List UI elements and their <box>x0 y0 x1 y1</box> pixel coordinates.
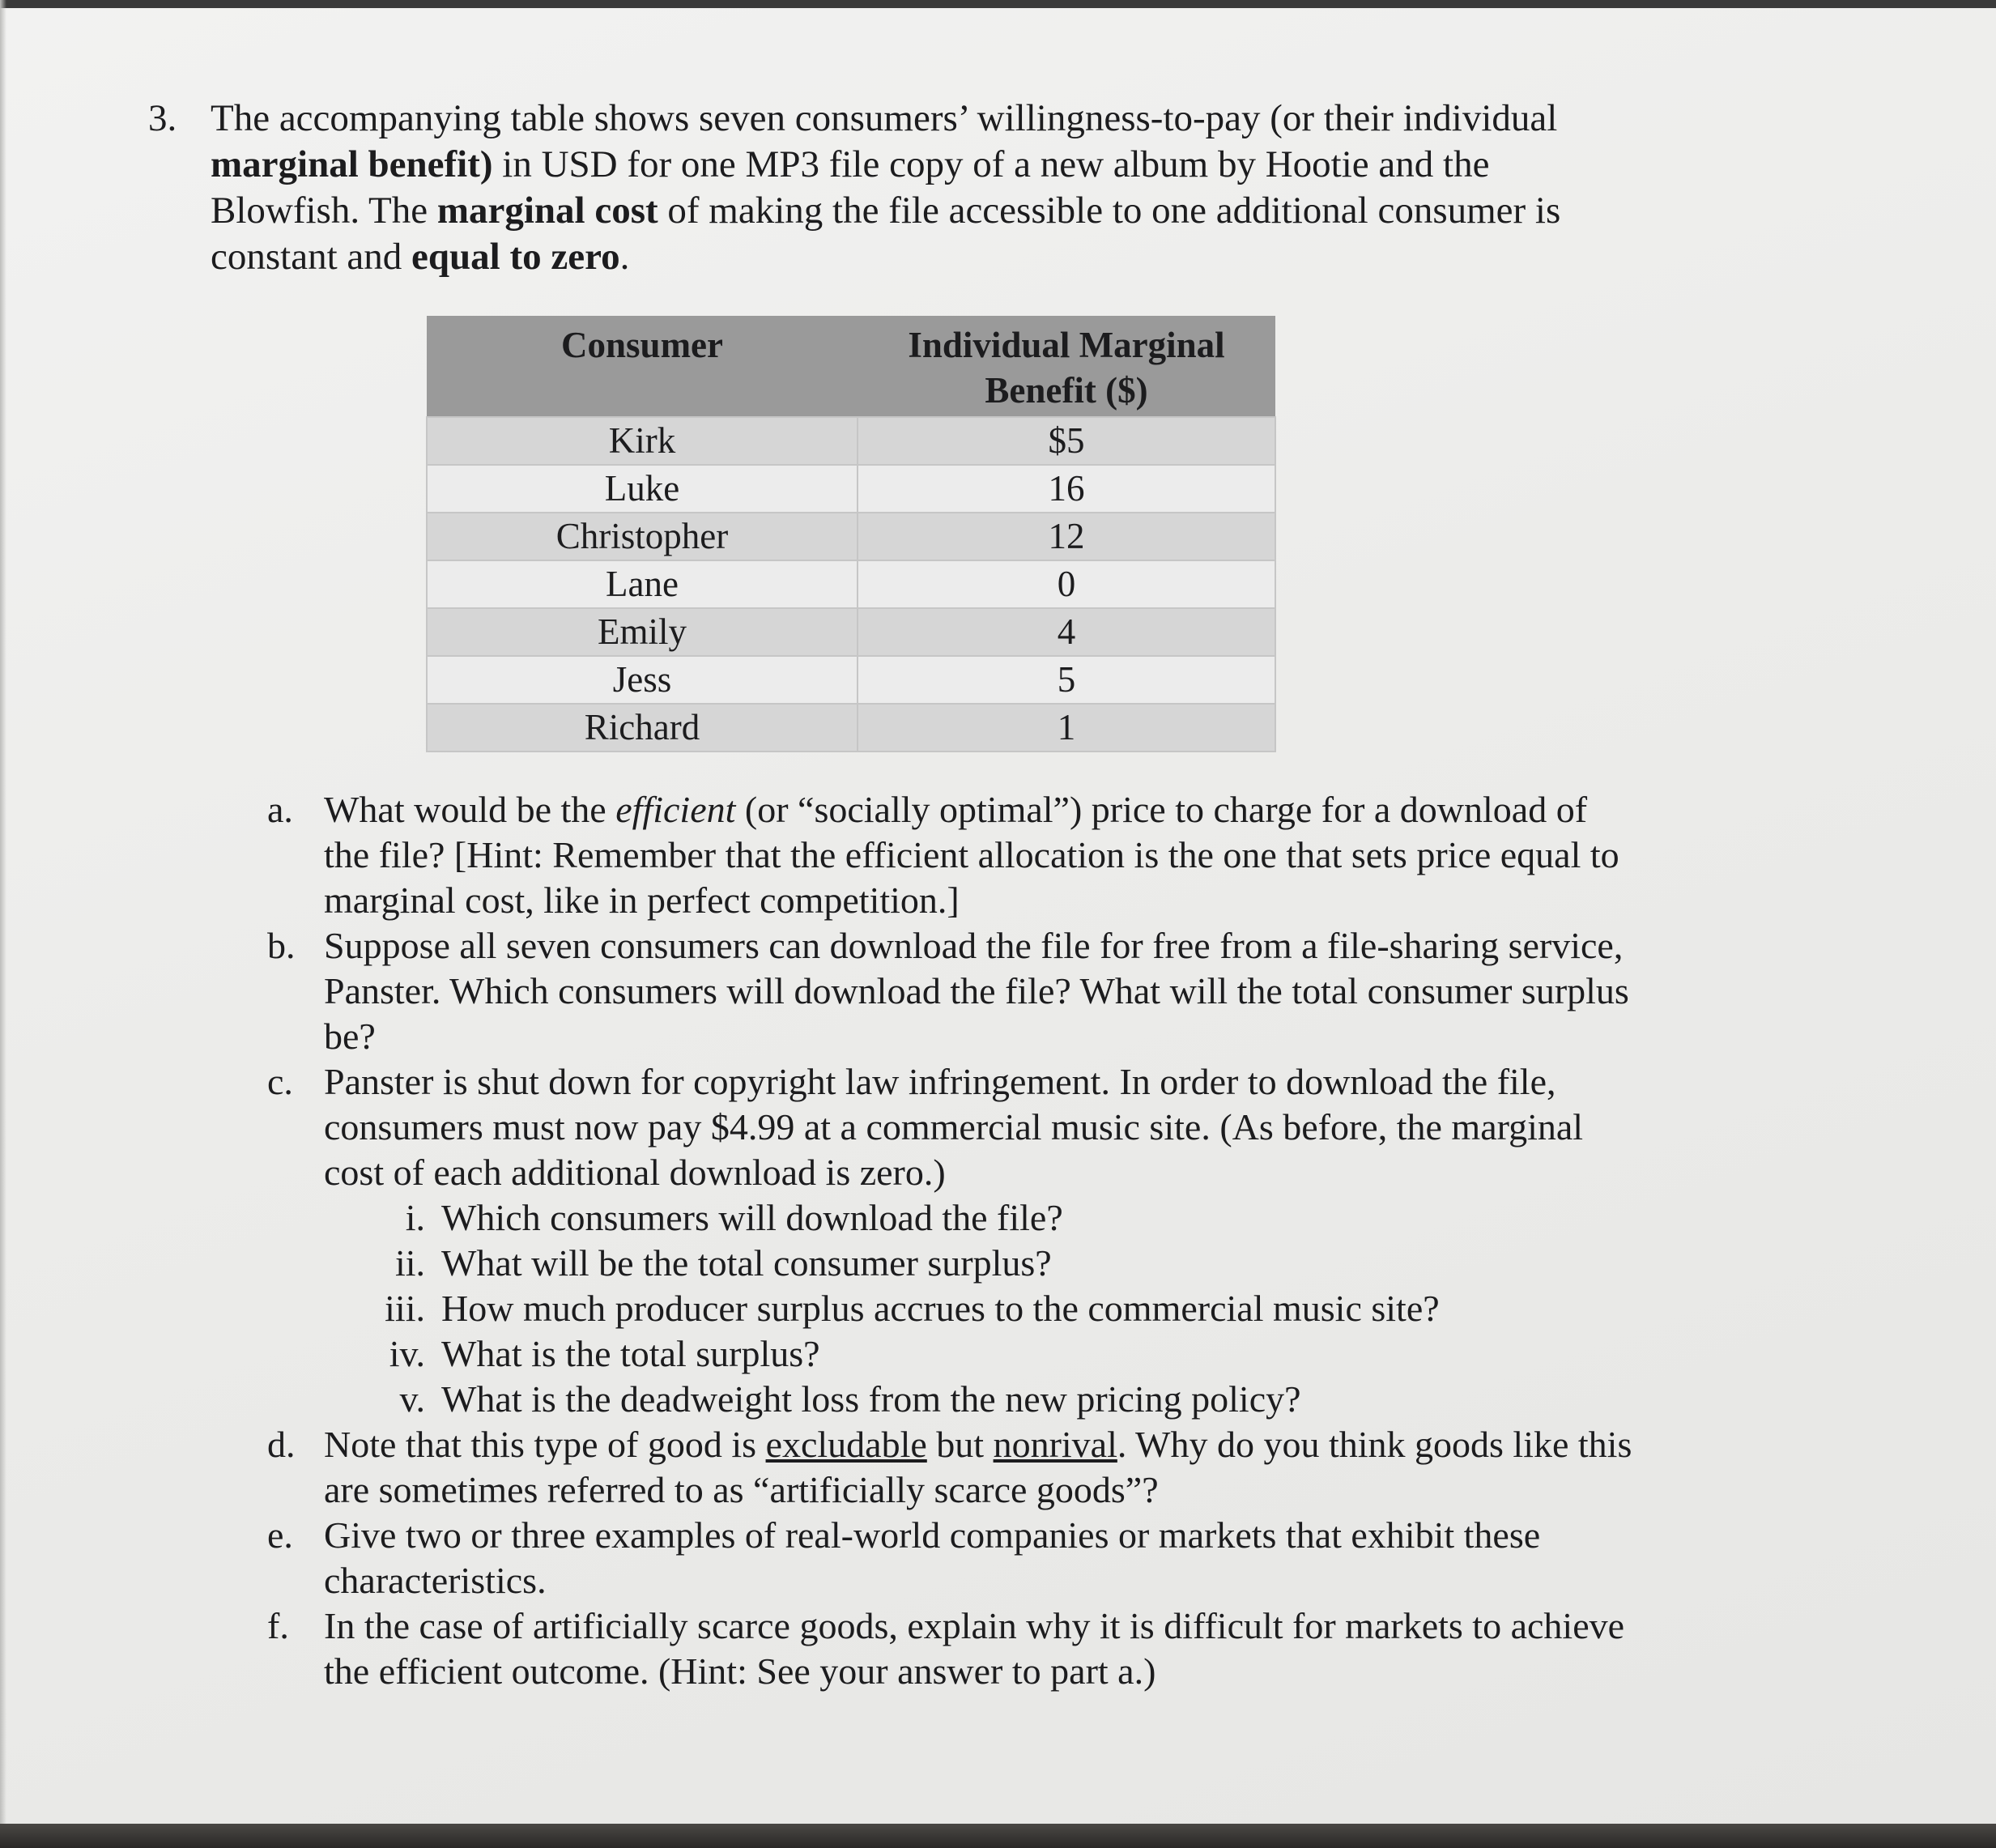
table-row <box>427 513 1275 560</box>
part-label: c. <box>267 1061 293 1102</box>
part-a-text-2: (or “socially optimal”) price to charge for a download of the file? [Hint: Remember that the efficient allocation is the one that sets price equal to marginal cost, like in perfect competition.] <box>324 789 1619 921</box>
part-b <box>267 923 1636 1059</box>
part-d-text-2: but <box>926 1424 994 1465</box>
table-row <box>427 704 1275 752</box>
part-label: d. <box>267 1424 296 1465</box>
underlined-excludable: excludable <box>765 1424 927 1465</box>
part-d <box>267 1422 1636 1513</box>
part-e-text: Give two or three examples of real-world companies or markets that exhibit these characteristics. <box>324 1514 1541 1601</box>
part-label: f. <box>267 1605 289 1646</box>
sub-text: Which consumers will download the file? <box>441 1197 1063 1238</box>
table-row <box>427 417 1275 465</box>
consumer-cell: Jess <box>427 656 858 704</box>
part-f <box>267 1603 1636 1694</box>
sub-text: What is the deadweight loss from the new pricing policy? <box>441 1378 1301 1420</box>
sub-text: What will be the total consumer surplus? <box>441 1242 1052 1284</box>
prompt-text-3: of making the file accessible to one additional consumer is constant and <box>211 189 1561 278</box>
part-b-text: Suppose all seven consumers can download the file for free from a file-sharing service, Panster. Which consumers will download the file? What will the total consumer surplus be? <box>324 925 1629 1057</box>
part-e <box>267 1513 1636 1603</box>
question-number: 3. <box>148 97 177 139</box>
part-c-sub-i <box>267 1195 1636 1241</box>
benefit-cell: 0 <box>858 560 1275 608</box>
willingness-to-pay-table <box>426 316 1276 752</box>
sub-text: What is the total surplus? <box>441 1333 820 1374</box>
table-header-row <box>427 316 1275 417</box>
benefit-cell: 1 <box>858 704 1275 752</box>
page-edge-shadow <box>0 0 6 1848</box>
question-prompt <box>211 96 1624 280</box>
table-row <box>427 656 1275 704</box>
question-3 <box>150 96 1624 280</box>
table-row <box>427 608 1275 656</box>
sub-label: ii. <box>394 1242 425 1284</box>
part-a-text-1: What would be the <box>324 789 616 830</box>
part-d-text-1: Note that this type of good is <box>324 1424 766 1465</box>
underlined-nonrival: nonrival <box>993 1424 1117 1465</box>
prompt-text-4: . <box>619 236 630 278</box>
benefit-cell: 5 <box>858 656 1275 704</box>
table-row <box>427 465 1275 513</box>
sub-label: iii. <box>385 1288 425 1329</box>
consumer-cell: Richard <box>427 704 858 752</box>
benefit-cell: 16 <box>858 465 1275 513</box>
part-label: e. <box>267 1514 293 1556</box>
prompt-text-2: in USD for one MP3 file copy of a new album by Hootie and the Blowfish. The <box>211 143 1490 232</box>
header-consumer: Consumer <box>427 316 858 417</box>
part-d-text-3: . Why do you think goods like this are sometimes referred to as “artificially scarce goods”? <box>324 1424 1632 1510</box>
header-marginal-benefit: Individual Marginal Benefit ($) <box>858 316 1275 417</box>
prompt-bold-marginal-benefit: marginal benefit) <box>211 143 493 185</box>
part-c <box>267 1059 1636 1195</box>
sub-label: iv. <box>389 1333 425 1374</box>
consumer-cell: Kirk <box>427 417 858 465</box>
consumer-cell: Lane <box>427 560 858 608</box>
sub-label: v. <box>399 1378 425 1420</box>
part-a <box>267 787 1636 923</box>
consumer-cell: Christopher <box>427 513 858 560</box>
part-label: b. <box>267 925 296 966</box>
prompt-text-1: The accompanying table shows seven consumers’ willingness-to-pay (or their individual <box>211 97 1558 139</box>
prompt-bold-marginal-cost: marginal cost <box>436 189 658 232</box>
part-label: a. <box>267 789 293 830</box>
question-parts <box>267 787 1636 1694</box>
part-c-sub-iii <box>267 1286 1636 1331</box>
part-c-text: Panster is shut down for copyright law infringement. In order to download the file, consumers must now pay $4.99 at a commercial music site. (As before, the marginal cost of each additional download is zero.) <box>324 1061 1584 1193</box>
table-row <box>427 560 1275 608</box>
monitor-bezel-top <box>0 0 1996 8</box>
part-c-sub-ii <box>267 1241 1636 1286</box>
monitor-bezel-bottom <box>0 1824 1996 1848</box>
part-c-sub-v <box>267 1377 1636 1422</box>
prompt-bold-equal-to-zero: equal to zero <box>411 236 620 278</box>
sub-label: i. <box>405 1197 425 1238</box>
consumer-cell: Emily <box>427 608 858 656</box>
consumer-cell: Luke <box>427 465 858 513</box>
part-f-text: In the case of artificially scarce goods, explain why it is difficult for markets to achieve the efficient outcome. (Hint: See your answer to part a.) <box>324 1605 1625 1692</box>
sub-text: How much producer surplus accrues to the commercial music site? <box>441 1288 1440 1329</box>
benefit-cell: 4 <box>858 608 1275 656</box>
part-c-sub-iv <box>267 1331 1636 1377</box>
benefit-cell: 12 <box>858 513 1275 560</box>
benefit-cell: $5 <box>858 417 1275 465</box>
part-a-emphasis: efficient <box>615 789 736 830</box>
